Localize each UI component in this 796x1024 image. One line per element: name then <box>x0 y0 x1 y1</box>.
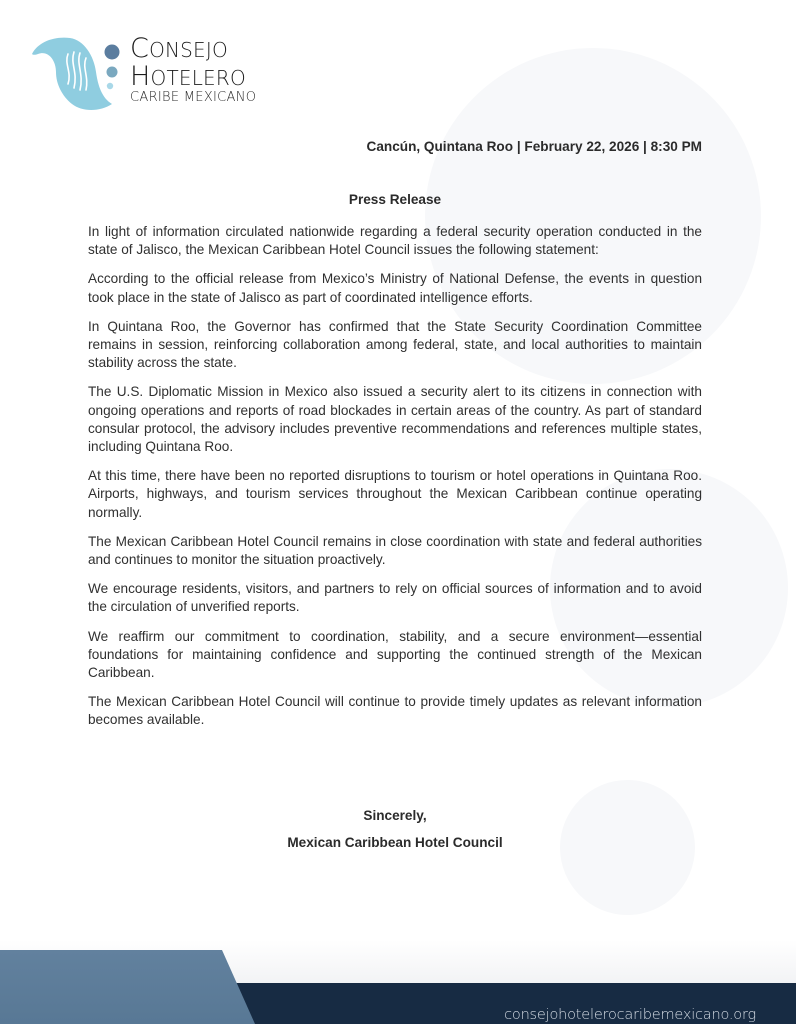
document-title: Press Release <box>348 192 442 207</box>
paragraph-coordination: The Mexican Caribbean Hotel Council remains in close coordination with state and federal authorities and continues to monitor the situation proactively. <box>88 533 702 568</box>
logo-line-caribe-mexicano: CARIBE MEXICANO <box>130 90 257 105</box>
paragraph-commitment: We reaffirm our commitment to coordination, stability, and a secure environment—essential foundations for maintaining confidence and supporting the continued strength of the Mexican Caribbean. <box>88 628 702 681</box>
logo-dot-medium <box>107 67 118 78</box>
logo-line-hotelero: HOTELERO <box>130 61 246 92</box>
paragraph-no-disruptions: At this time, there have been no reported disruptions to tourism or hotel operations in Quintana Roo. Airports, highways, and tourism services throughout the Mexican Caribbean continue operating normally. <box>88 468 702 520</box>
salutation: Sincerely, <box>363 808 427 823</box>
paragraph-updates: The Mexican Caribbean Hotel Council will continue to provide timely updates as relevant information becomes available. <box>88 694 702 728</box>
paragraph-us-mission: The U.S. Diplomatic Mission in Mexico also issued a security alert to its citizens in connection with ongoing operations and reports of road blockades in certain areas of the country. As part of standard consular protocol, the advisory includes preventive recommendations and references multiple states, including Quintana Roo. <box>88 384 702 455</box>
paragraph-official-sources: We encourage residents, visitors, and partners to rely on official sources of information and to avoid the circulation of unverified reports. <box>88 581 702 615</box>
wave-swirl-with-dots-icon <box>26 34 126 114</box>
paragraph-intro: In light of information circulated nationwide regarding a federal security operation conducted in the state of Jalisco, the Mexican Caribbean Hotel Council issues the following statement: <box>88 224 702 258</box>
logo-dot-small <box>107 83 113 89</box>
closing-block <box>88 808 702 862</box>
footer-light-band <box>0 950 255 1024</box>
signature: Mexican Caribbean Hotel Council <box>287 835 503 850</box>
body-text <box>88 223 702 741</box>
paragraph-defense-ministry: According to the official release from Mexico’s Ministry of National Defense, the events in question took place in the state of Jalisco as part of coordinated intelligence efforts. <box>88 271 702 305</box>
logo-dot-large <box>105 45 120 60</box>
dateline: Cancún, Quintana Roo | February 22, 2026 | 8:30 PM <box>366 139 702 154</box>
swirl-shape <box>32 38 112 110</box>
logo-line-consejo: CONSEJO <box>130 33 228 64</box>
website-url[interactable]: consejohotelerocaribemexicano.org <box>504 1007 756 1023</box>
consejo-hotelero-logo <box>26 34 276 114</box>
footer-banner <box>0 940 796 1024</box>
logo-wordmark <box>130 34 256 104</box>
paragraph-governor: In Quintana Roo, the Governor has confirmed that the State Security Coordination Committee remains in session, reinforcing collaboration among federal, state, and local authorities to maintain stability across the state. <box>88 318 702 371</box>
